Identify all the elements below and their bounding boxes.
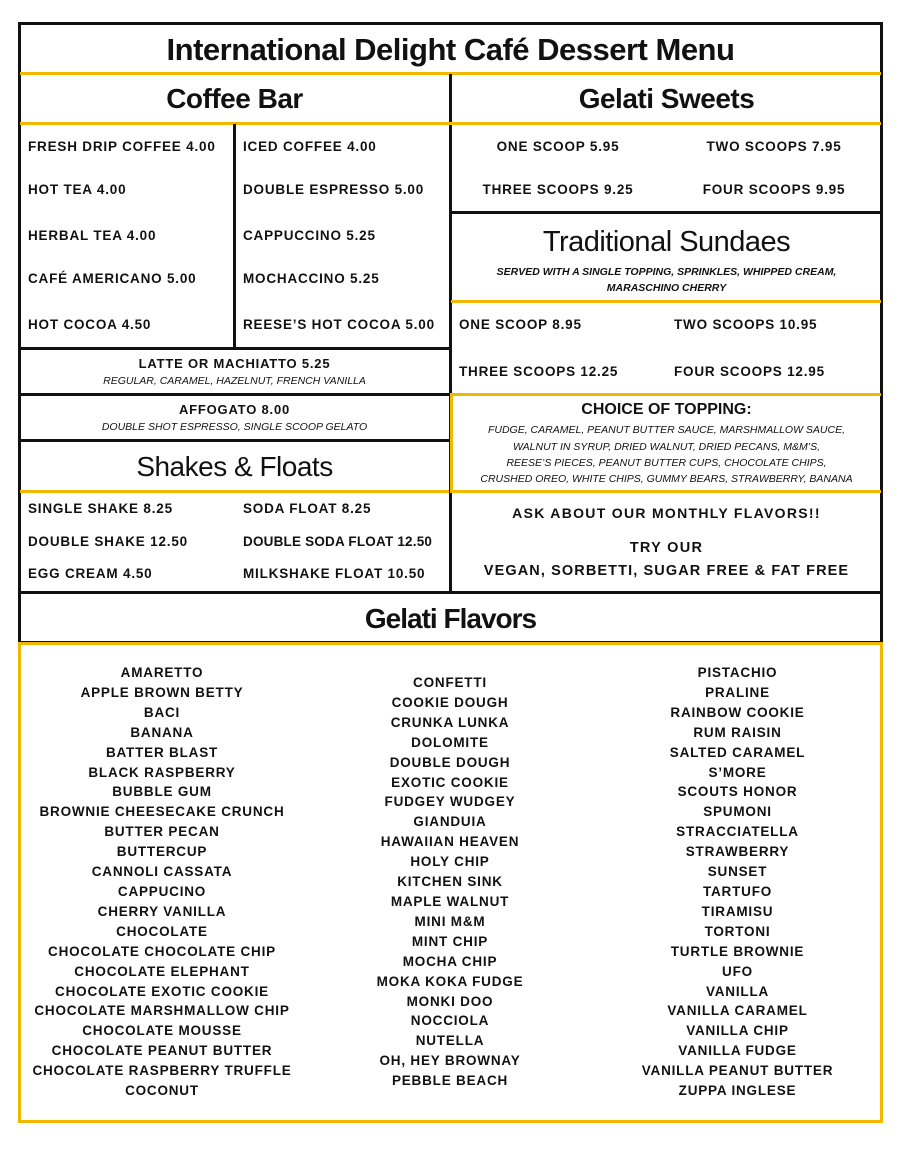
top-section-bottom-border: [18, 591, 883, 594]
flavor-item: RAINBOW COOKIE: [670, 704, 805, 720]
flavor-item: GIANDUIA: [413, 814, 487, 830]
flavor-item: DOLOMITE: [411, 734, 489, 750]
flavor-item: MINI M&M: [414, 913, 486, 929]
flavor-item: KITCHEN SINK: [397, 874, 503, 890]
flavor-item: TURTLE BROWNIE: [670, 943, 805, 959]
monthly-flavors-promo: ASK ABOUT OUR MONTHLY FLAVORS!!: [512, 505, 821, 521]
flavor-item: VANILLA CHIP: [686, 1023, 789, 1039]
flavor-column-3: [600, 663, 875, 1101]
flavor-item: NOCCIOLA: [410, 1013, 490, 1029]
flavor-item: BATTER BLAST: [105, 744, 219, 760]
flavor-item: SALTED CARAMEL: [669, 744, 806, 760]
sundae-item: THREE SCOOPS 12.25: [459, 364, 619, 379]
shake-item: SODA FLOAT 8.25: [243, 501, 372, 516]
toppings-heading: CHOICE OF TOPPING:: [581, 401, 752, 418]
coffee-item: DOUBLE ESPRESSO 5.00: [243, 182, 425, 197]
sundaes-divider: [451, 300, 881, 303]
flavor-item: AMARETTO: [120, 665, 204, 680]
special-options-promo: VEGAN, SORBETTI, SUGAR FREE & FAT FREE: [483, 563, 850, 579]
flavor-item: HOLY CHIP: [410, 854, 490, 870]
coffee-item: HOT COCOA 4.50: [28, 317, 152, 332]
flavor-item: COOKIE DOUGH: [391, 694, 509, 710]
flavor-item: CHOCOLATE: [116, 923, 208, 939]
flavor-item: VANILLA FUDGE: [678, 1043, 797, 1059]
coffee-bar-heading: Coffee Bar: [166, 83, 303, 114]
flavor-item: OH, HEY BROWNAY: [379, 1053, 521, 1069]
flavor-item: TARTUFO: [702, 883, 773, 899]
flavor-item: MAPLE WALNUT: [390, 893, 510, 909]
toppings-line: WALNUT IN SYRUP, DRIED WALNUT, DRIED PECANS, M&M’S,: [512, 441, 821, 453]
coffee-item: REESE’S HOT COCOA 5.00: [243, 317, 435, 332]
coffee-item: HOT TEA 4.00: [28, 182, 127, 197]
sundae-item: TWO SCOOPS 10.95: [674, 317, 818, 332]
sundae-item: FOUR SCOOPS 12.95: [674, 364, 825, 379]
flavor-item: SPUMONI: [703, 804, 772, 820]
flavor-item: BANANA: [130, 724, 194, 740]
flavor-item: CAPPUCINO: [117, 883, 207, 899]
flavor-item: SCOUTS HONOR: [677, 784, 798, 800]
flavor-item: EXOTIC COOKIE: [391, 774, 509, 790]
sundae-item: ONE SCOOP 8.95: [459, 317, 582, 332]
coffee-item: CAFÉ AMERICANO 5.00: [28, 271, 197, 286]
coffee-item: ICED COFFEE 4.00: [243, 139, 377, 154]
flavor-item: BUTTER PECAN: [104, 824, 220, 840]
flavor-item: PISTACHIO: [697, 665, 778, 680]
flavor-item: DOUBLE DOUGH: [389, 754, 511, 770]
flavor-item: S’MORE: [708, 764, 767, 780]
flavor-item: CHOCOLATE CHOCOLATE CHIP: [48, 943, 276, 959]
try-our-label: TRY OUR: [629, 540, 704, 556]
flavor-item: BACI: [143, 704, 181, 720]
flavor-item: CHOCOLATE EXOTIC COOKIE: [55, 983, 269, 999]
flavor-item: CONFETTI: [413, 675, 487, 690]
flavor-item: BROWNIE CHEESECAKE CRUNCH: [39, 804, 285, 820]
gelati-sweets-divider: [451, 211, 881, 214]
flavor-item: UFO: [722, 963, 753, 979]
shake-item: MILKSHAKE FLOAT 10.50: [243, 566, 426, 581]
sundaes-description: SERVED WITH A SINGLE TOPPING, SPRINKLES, WHIPPED CREAM,: [496, 266, 837, 278]
flavor-item: CHOCOLATE PEANUT BUTTER: [51, 1043, 273, 1059]
flavor-column-2: [320, 673, 580, 1091]
coffee-grid-divider: [20, 347, 449, 350]
toppings-line: FUDGE, CARAMEL, PEANUT BUTTER SAUCE, MARSHMALLOW SAUCE,: [487, 424, 846, 436]
flavor-item: APPLE BROWN BETTY: [80, 684, 244, 700]
flavor-item: PRALINE: [705, 684, 770, 700]
flavor-item: STRAWBERRY: [685, 844, 790, 860]
toppings-line: REESE’S PIECES, PEANUT BUTTER CUPS, CHOCOLATE CHIPS,: [506, 457, 827, 469]
coffee-item: MOCHACCINO 5.25: [243, 271, 380, 286]
flavor-item: BLACK RASPBERRY: [88, 764, 236, 780]
flavor-item: VANILLA PEANUT BUTTER: [641, 1063, 834, 1079]
affogato-divider: [20, 439, 449, 442]
flavor-item: BUBBLE GUM: [112, 784, 212, 800]
flavor-item: PEBBLE BEACH: [391, 1073, 509, 1089]
flavor-item: VANILLA CARAMEL: [667, 1003, 808, 1019]
sundaes-description: MARASCHINO CHERRY: [606, 282, 727, 294]
coffee-inner-divider: [233, 124, 236, 348]
flavor-item: HAWAIIAN HEAVEN: [380, 834, 520, 850]
latte-description: REGULAR, CARAMEL, HAZELNUT, FRENCH VANILLA: [103, 375, 366, 387]
flavor-item: MOKA KOKA FUDGE: [376, 973, 524, 989]
latte-item: LATTE OR MACHIATTO 5.25: [138, 356, 331, 371]
flavor-item: BUTTERCUP: [116, 844, 208, 860]
flavor-item: FUDGEY WUDGEY: [384, 794, 516, 810]
shake-item: DOUBLE SODA FLOAT 12.50: [243, 534, 433, 549]
flavor-item: CHOCOLATE ELEPHANT: [74, 963, 250, 979]
coffee-item: FRESH DRIP COFFEE 4.00: [28, 139, 216, 154]
menu-title: International Delight Café Dessert Menu: [166, 32, 735, 67]
flavor-item: CRUNKA LUNKA: [390, 714, 510, 730]
gelati-sweets-item: ONE SCOOP 5.95: [496, 139, 620, 154]
flavor-item: STRACCIATELLA: [676, 824, 799, 840]
toppings-line: CRUSHED OREO, WHITE CHIPS, GUMMY BEARS, STRAWBERRY, BANANA: [480, 473, 853, 485]
flavor-item: CHOCOLATE MOUSSE: [82, 1023, 242, 1039]
gelati-flavors-heading: Gelati Flavors: [364, 603, 537, 634]
flavor-column-1: [22, 663, 302, 1101]
coffee-bar-divider: [20, 122, 881, 125]
flavor-item: CHOCOLATE MARSHMALLOW CHIP: [34, 1003, 290, 1019]
shake-item: DOUBLE SHAKE 12.50: [28, 534, 188, 549]
gelati-sweets-item: TWO SCOOPS 7.95: [706, 139, 842, 154]
shake-item: SINGLE SHAKE 8.25: [28, 501, 173, 516]
flavor-item: CANNOLI CASSATA: [91, 864, 233, 880]
shakes-divider: [20, 490, 449, 493]
affogato-item: AFFOGATO 8.00: [178, 402, 291, 417]
flavor-item: MOCHA CHIP: [402, 953, 498, 969]
gelati-sweets-item: FOUR SCOOPS 9.95: [702, 182, 846, 197]
affogato-description: DOUBLE SHOT ESPRESSO, SINGLE SCOOP GELATO: [101, 421, 368, 433]
flavor-item: CHERRY VANILLA: [97, 903, 227, 919]
coffee-item: HERBAL TEA 4.00: [28, 228, 157, 243]
shakes-heading: Shakes & Floats: [136, 451, 333, 482]
flavor-item: COCONUT: [125, 1083, 199, 1099]
latte-divider: [20, 393, 449, 396]
flavor-item: MINT CHIP: [411, 933, 489, 949]
flavor-item: VANILLA: [705, 983, 770, 999]
shake-item: EGG CREAM 4.50: [28, 566, 153, 581]
gelati-sweets-heading: Gelati Sweets: [578, 83, 755, 114]
flavor-item: SUNSET: [707, 864, 768, 880]
flavor-item: MONKI DOO: [406, 993, 494, 1009]
gelati-sweets-item: THREE SCOOPS 9.25: [482, 182, 634, 197]
sundaes-heading: Traditional Sundaes: [542, 226, 791, 258]
flavor-item: TIRAMISU: [701, 903, 774, 919]
flavor-item: NUTELLA: [415, 1033, 485, 1049]
flavor-item: TORTONI: [704, 923, 771, 939]
flavor-item: RUM RAISIN: [693, 724, 782, 740]
flavor-item: CHOCOLATE RASPBERRY TRUFFLE: [32, 1063, 292, 1079]
flavor-item: ZUPPA INGLESE: [678, 1083, 797, 1099]
coffee-item: CAPPUCCINO 5.25: [243, 228, 376, 243]
